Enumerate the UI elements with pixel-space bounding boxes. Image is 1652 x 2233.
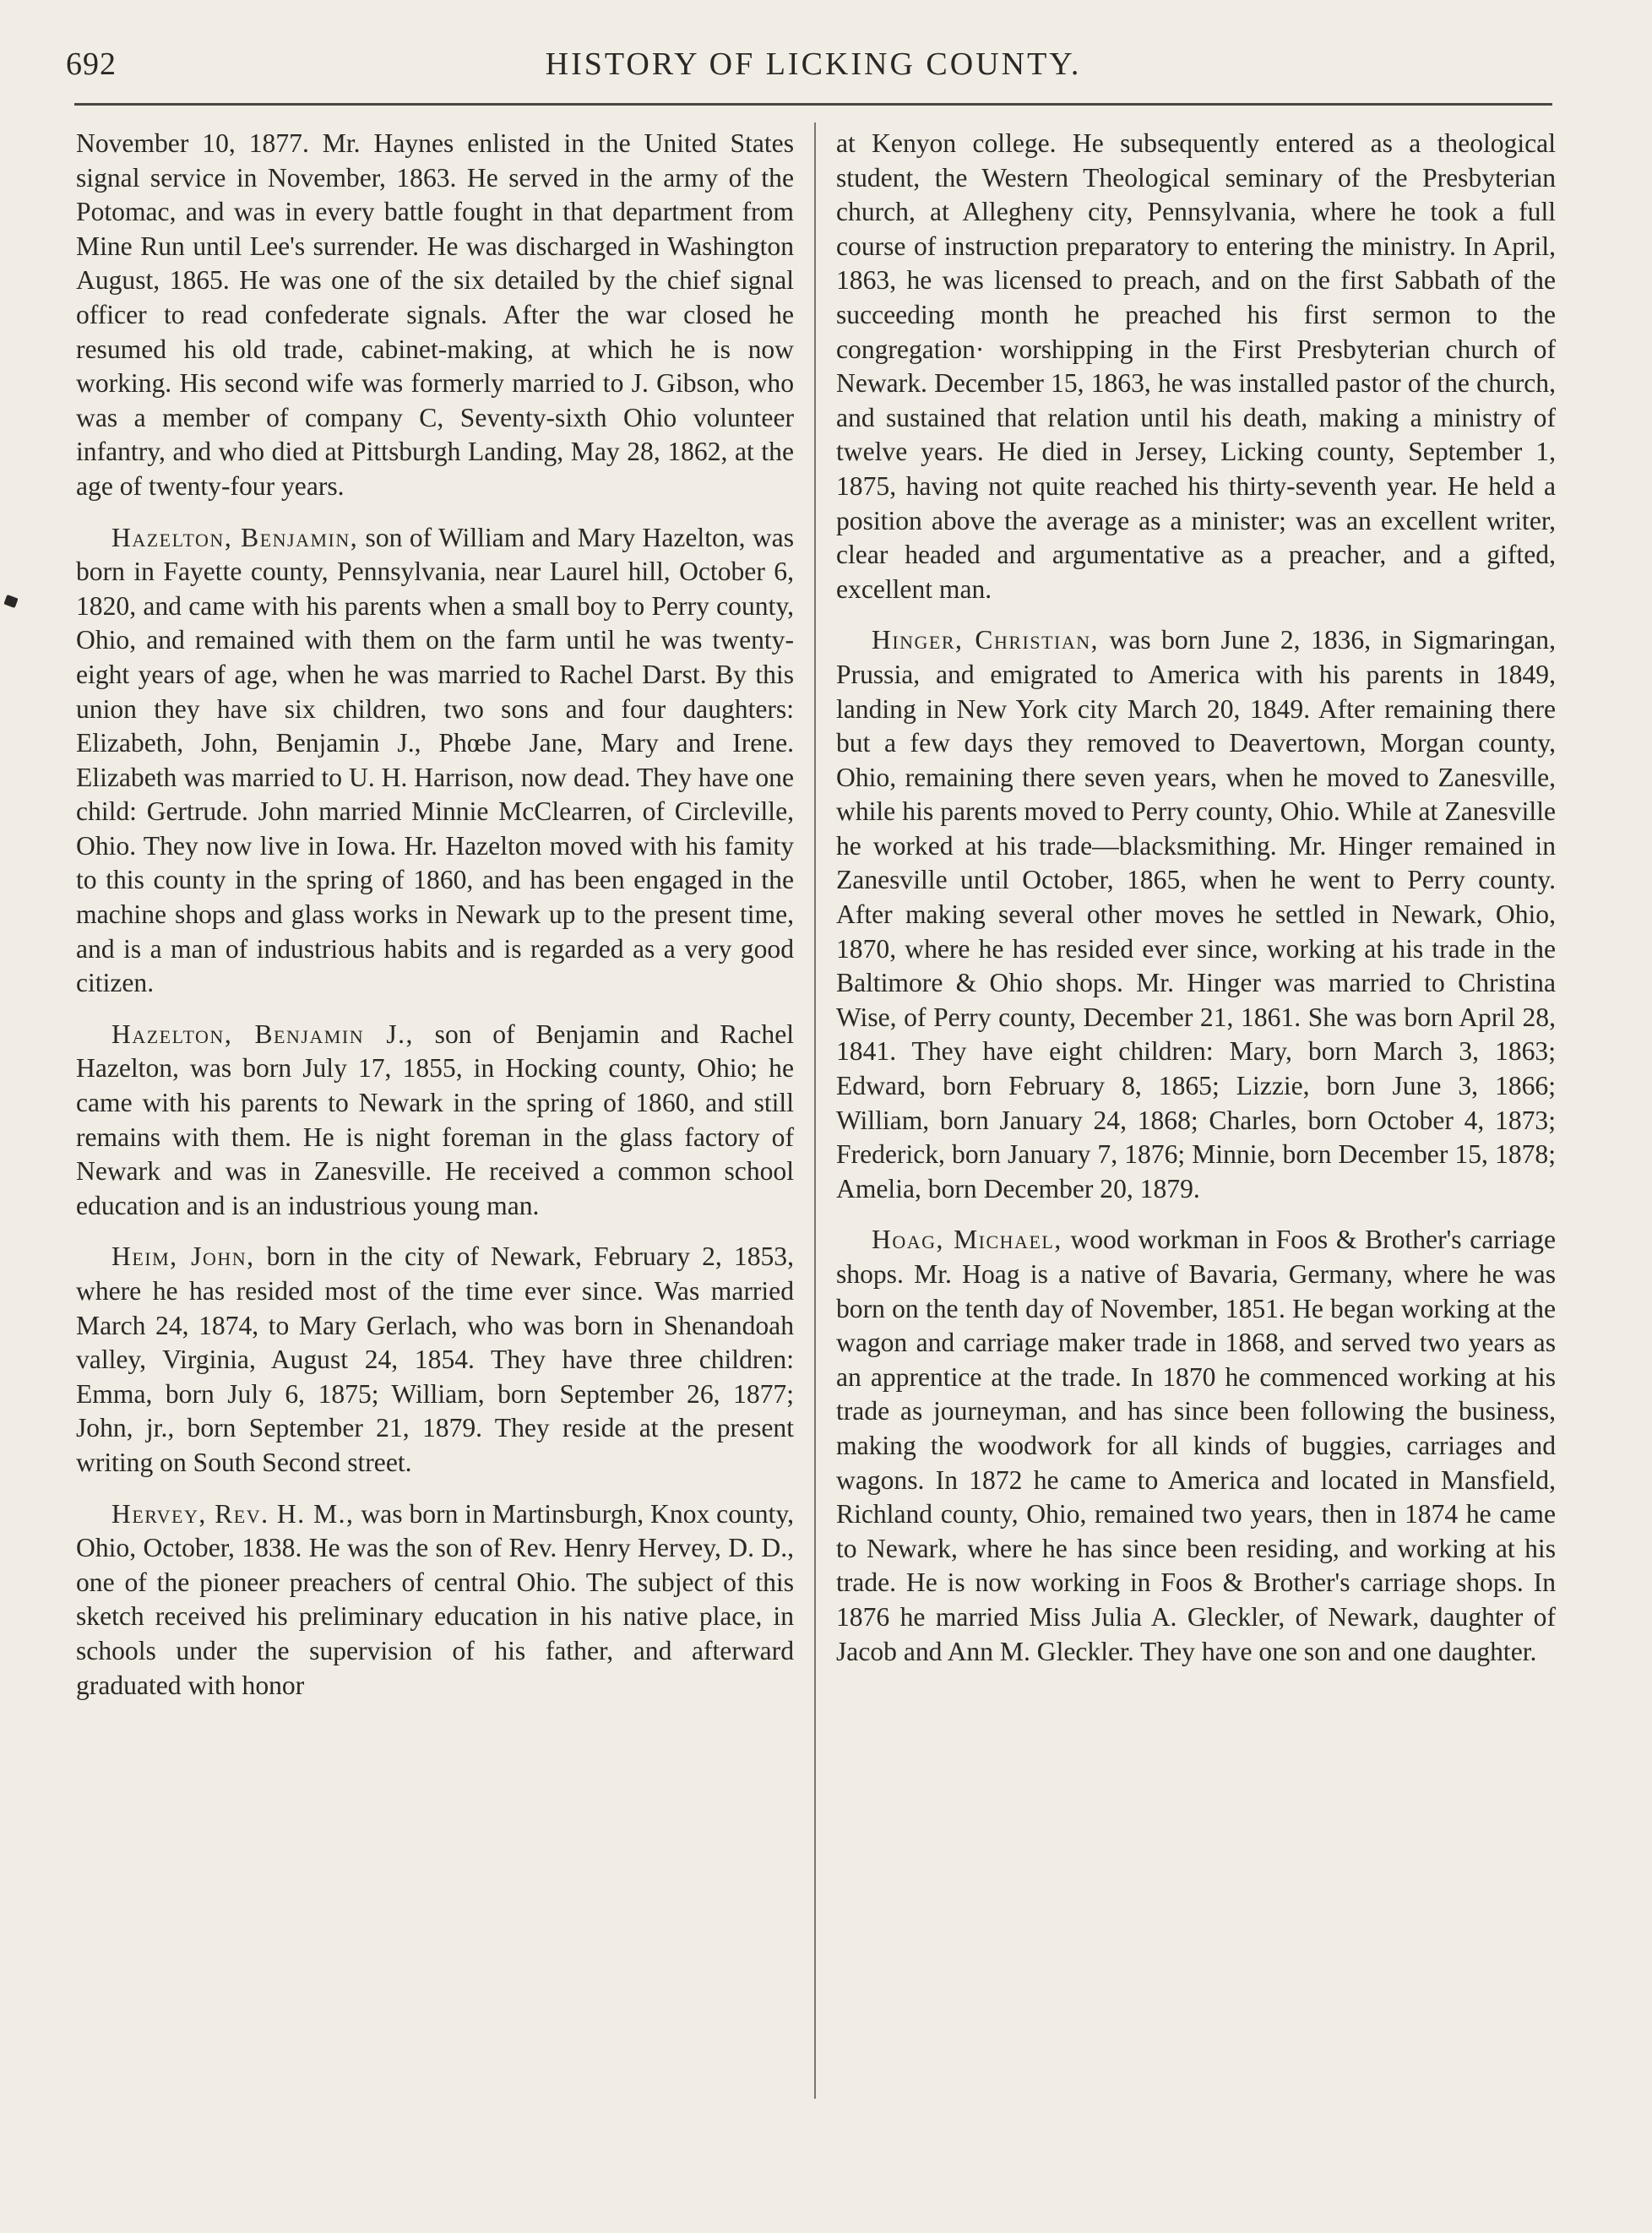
left-column — [76, 127, 794, 1720]
page-header — [66, 46, 1561, 96]
paragraph-hervey-continued: at Kenyon college. He subsequently entered as a theological student, the Western Theological seminary of the Presbyterian church, at Allegheny city, Pennsylvania, where he took a full course of instruction preparatory to entering the ministry. In April, 1863, he was licensed to preach, and on the first Sabbath of the succeeding month he preached his first sermon to the congregation· worshipping in the First Presbyterian church of Newark. December 15, 1863, he was installed pastor of the church, and sustained that relation until his death, making a ministry of twelve years. He died in Jersey, Licking county, September 1, 1875, having not quite reached his thirty-seventh year. He held a position above the average as a minister; was an excellent writer, clear headed and argumentative as a preacher, and a gifted, excellent man. — [836, 128, 1556, 604]
entry-name: Hazelton, Benjamin, — [111, 522, 359, 552]
paragraph-haynes-continued: November 10, 1877. Mr. Haynes enlisted in the United States signal service in November, 1863. He served in the army of the Potomac, and was in every battle fought in that department from Mine Run until Lee's surrender. He was discharged in Washington August, 1865. He was one of the six detailed by the chief signal officer to read confederate signals. After the war closed he resumed his old trade, cabinet-making, at which he is now working. His second wife was formerly married to J. Gibson, who was a member of company C, Seventy-sixth Ohio volunteer infantry, and who died at Pittsburgh Landing, May 28, 1862, at the age of twenty-four years. — [76, 128, 794, 501]
header-rule — [74, 103, 1552, 106]
entry-name: Hazelton, Benjamin J., — [111, 1019, 414, 1049]
entry-heim-john: Heim, John, born in the city of Newark, February 2, 1853, where he has resided most of the time ever since. Was married March 24, 1874, to Mary Gerlach, who was born in Shenandoah valley, Virginia, August 24, 1854. They have three children: Emma, born July 6, 1875; William, born September 26, 1877; John, jr., born September 21, 1879. They reside at the present writing on South Second street. — [76, 1241, 795, 1477]
entry-name: Hoag, Michael, — [872, 1225, 1062, 1255]
entry-hoag-michael: Hoag, Michael, wood workman in Foos & Brother's carriage shops. Mr. Hoag is a native of Bavaria, Germany, where he was born on the tenth day of November, 1851. He began working at the wagon and carriage maker trade in 1868, and served two years as an apprentice at the trade. In 1870 he commenced working at his trade as journeyman, and has since been following the business, making the woodwork for all kinds of buggies, carriages and wagons. In 1872 he came to America and located in Mansfield, Richland county, Ohio, remained two years, then in 1874 he came to Newark, where he has since been residing, and working at his trade. He is now working in Foos & Brother's carriage shops. In 1876 he married Miss Julia A. Gleckler, of Newark, daughter of Jacob and Ann M. Gleckler. They have one son and one daughter. — [836, 1225, 1557, 1666]
entry-name: Hervey, Rev. H. M., — [111, 1498, 355, 1529]
entry-hazelton-benjamin: Hazelton, Benjamin, son of William and Mary Hazelton, was born in Fayette county, Pennsylvania, near Laurel hill, October 6, 1820, and came with his parents when a small boy to Perry county, Ohio, and remained with them on the farm until he was twenty-eight years of age, when he was married to Rachel Darst. By this union they have six children, two sons and four daughters: Elizabeth, John, Benjamin J., Phœbe Jane, Mary and Irene. Elizabeth was married to U. H. Harrison, now dead. They have one child: Gertrude. John married Minnie McClearren, of Circleville, Ohio. They now live in Iowa. Hr. Hazelton moved with his famity to this county in the spring of 1860, and has been engaged in the machine shops and glass works in Newark up to the present time, and is a man of industrious habits and is regarded as a very good citizen. — [76, 522, 795, 998]
margin-ink-mark — [3, 595, 18, 608]
column-divider — [814, 122, 816, 2099]
entry-hervey-rev: Hervey, Rev. H. M., was born in Martinsburgh, Knox county, Ohio, October, 1838. He was the son of Rev. Henry Hervey, D. D., one of the pioneer preachers of central Ohio. The subject of this sketch received his preliminary education in his native place, in schools under the supervision of his father, and afterward graduated with honor — [76, 1498, 795, 1700]
page-number: 692 — [66, 46, 117, 82]
entry-name: Heim, John, — [111, 1241, 255, 1272]
entry-hazelton-benjamin-j: Hazelton, Benjamin J., son of Benjamin and Rachel Hazelton, was born July 17, 1855, in Hocking county, Ohio; he came with his parents to Newark in the spring of 1860, and still remains with them. He is night foreman in the glass factory of Newark and was in Zanesville. He received a common school education and is an industrious young man. — [76, 1019, 795, 1220]
running-title: HISTORY OF LICKING COUNTY. — [545, 46, 1082, 82]
entry-name: Hinger, Christian, — [872, 625, 1100, 655]
right-column — [836, 127, 1556, 1686]
entry-hinger-christian: Hinger, Christian, was born June 2, 1836, in Sigmaringan, Prussia, and emigrated to America with his parents in 1849, landing in New York city March 20, 1849. After remaining there but a few days they removed to Deavertown, Morgan county, Ohio, remaining there seven years, when he moved to Zanesville, while his parents moved to Perry county, Ohio. While at Zanesville he worked at his trade—blacksmithing. Mr. Hinger remained in Zanesville until October, 1865, when he went to Perry county. After making several other moves he settled in Newark, Ohio, 1870, where he has resided ever since, working at his trade in the Baltimore & Ohio shops. Mr. Hinger was married to Christina Wise, of Perry county, December 21, 1861. She was born April 28, 1841. They have eight children: Mary, born March 3, 1863; Edward, born February 8, 1865; Lizzie, born June 3, 1866; William, born January 24, 1868; Charles, born October 4, 1873; Frederick, born January 7, 1876; Minnie, born December 15, 1878; Amelia, born December 20, 1879. — [836, 625, 1556, 1203]
